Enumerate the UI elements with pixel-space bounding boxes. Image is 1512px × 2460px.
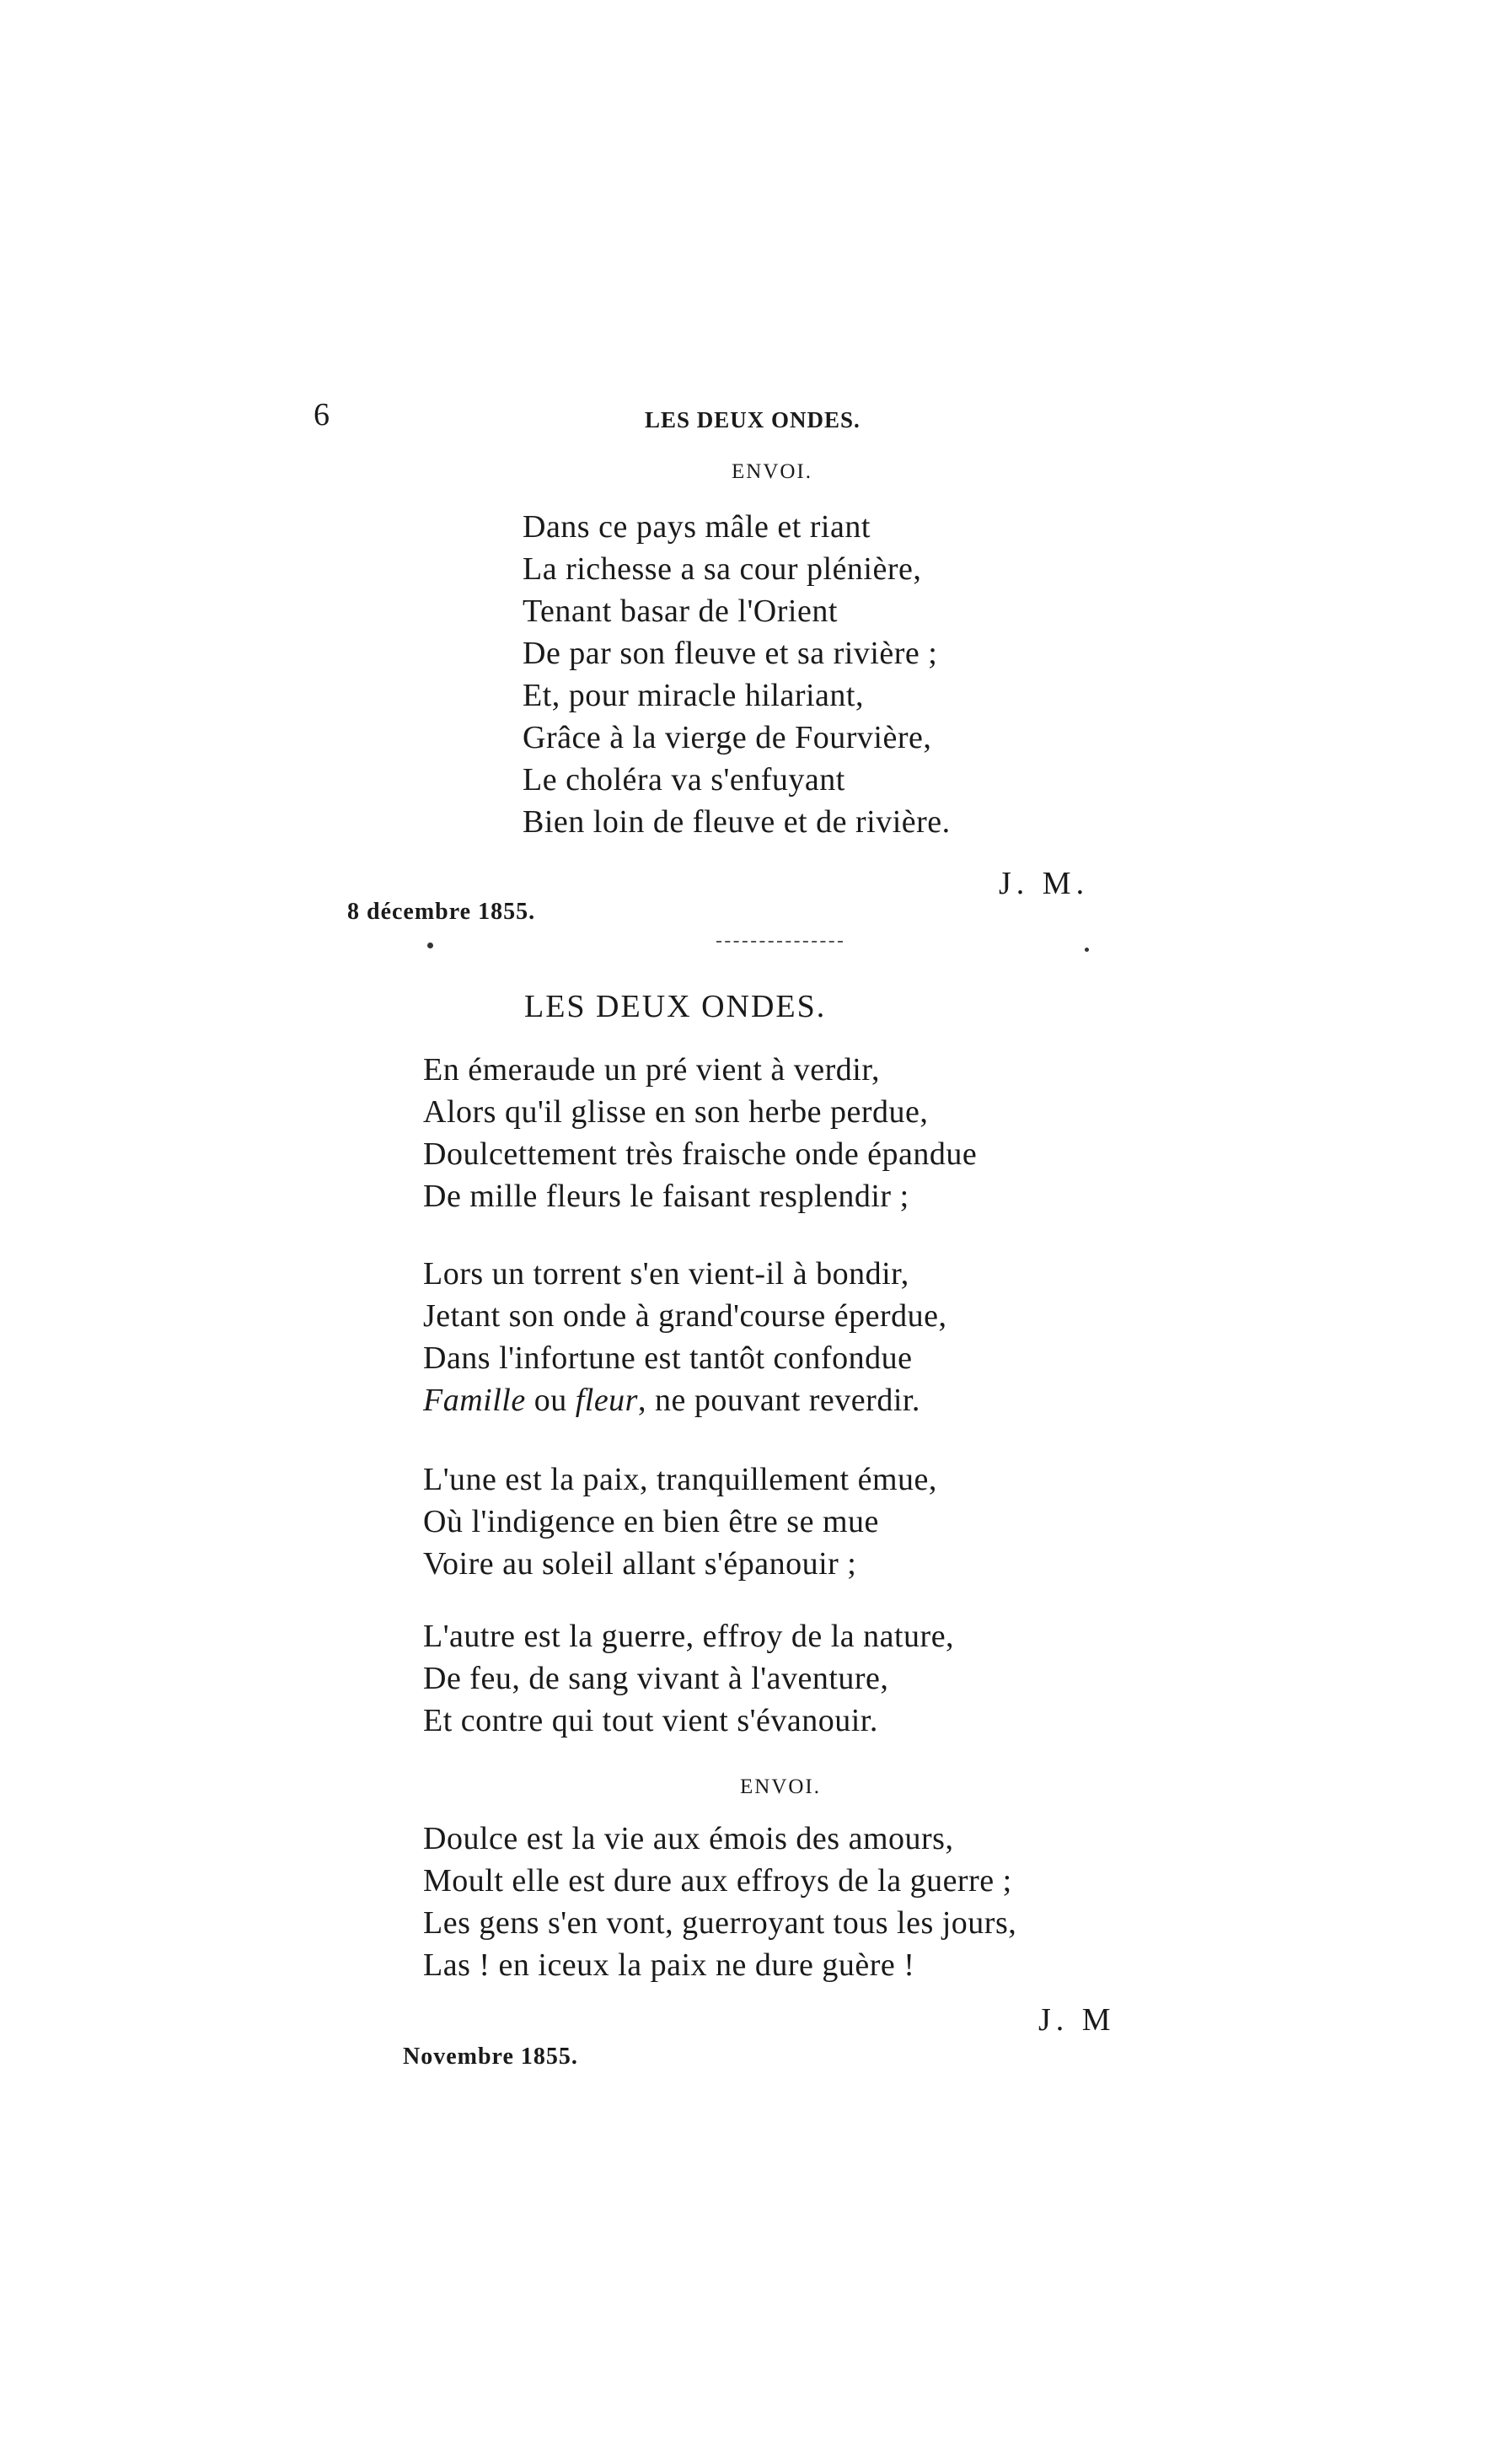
- verse-line: Et, pour miracle hilariant,: [523, 678, 864, 713]
- verse-line: En émeraude un pré vient à verdir,: [423, 1052, 880, 1088]
- envoi-heading: ENVOI.: [740, 1775, 822, 1798]
- verse-line: Dans l'infortune est tantôt confondue: [423, 1340, 913, 1376]
- verse-line: L'autre est la guerre, effroy de la nature,: [423, 1619, 955, 1654]
- signature: J. M.: [999, 866, 1090, 901]
- stanza-4: [423, 1615, 954, 1742]
- signature: J. M: [1038, 2002, 1116, 2038]
- verse-text: ou: [525, 1383, 576, 1418]
- envoi-stanza: [423, 1818, 1016, 1986]
- verse-line: Où l'indigence en bien être se mue: [423, 1504, 879, 1539]
- verse-line: De feu, de sang vivant à l'aventure,: [423, 1661, 889, 1696]
- section-separator: [716, 941, 843, 943]
- ink-speck: [427, 943, 433, 948]
- verse-line: Dans ce pays mâle et riant: [523, 509, 871, 545]
- running-title: LES DEUX ONDES.: [645, 407, 861, 432]
- stanza-1: [423, 1049, 977, 1217]
- first-poem-verses: [523, 506, 951, 843]
- verse-line: L'une est la paix, tranquillement émue,: [423, 1462, 937, 1497]
- italic-word: Famille: [423, 1383, 526, 1418]
- ink-speck: [1085, 948, 1089, 952]
- verse-line: De mille fleurs le faisant resplendir ;: [423, 1179, 909, 1214]
- dateline: Novembre 1855.: [403, 2044, 578, 2070]
- verse-line: Moult elle est dure aux effroys de la guerre ;: [423, 1863, 1012, 1899]
- stanza-3: [423, 1458, 937, 1585]
- verse-line: Et contre qui tout vient s'évanouir.: [423, 1703, 878, 1738]
- verse-line: Doulcettement très fraische onde épandue: [423, 1136, 978, 1172]
- verse-text: , ne pouvant reverdir.: [637, 1383, 920, 1418]
- page-number: 6: [314, 397, 330, 432]
- verse-line: Le choléra va s'enfuyant: [523, 762, 845, 798]
- verse-line: Jetant son onde à grand'course éperdue,: [423, 1298, 947, 1334]
- verse-line: Bien loin de fleuve et de rivière.: [523, 804, 951, 840]
- italic-word: fleur: [575, 1383, 638, 1418]
- verse-line: Grâce à la vierge de Fourvière,: [523, 720, 932, 755]
- stanza-2: [423, 1253, 946, 1421]
- verse-line: Doulce est la vie aux émois des amours,: [423, 1821, 954, 1856]
- poem-title: LES DEUX ONDES.: [524, 989, 827, 1024]
- verse-line: Les gens s'en vont, guerroyant tous les jours,: [423, 1905, 1017, 1941]
- verse-line: Las ! en iceux la paix ne dure guère !: [423, 1947, 915, 1983]
- verse-line: La richesse a sa cour plénière,: [523, 551, 922, 587]
- verse-line-mixed: [423, 1379, 946, 1421]
- verse-line: Lors un torrent s'en vient-il à bondir,: [423, 1256, 909, 1292]
- dateline: 8 décembre 1855.: [347, 899, 536, 925]
- verse-line: Voire au soleil allant s'épanouir ;: [423, 1546, 857, 1582]
- verse-line: De par son fleuve et sa rivière ;: [523, 636, 938, 671]
- verse-line: Alors qu'il glisse en son herbe perdue,: [423, 1094, 929, 1130]
- envoi-heading: ENVOI.: [732, 460, 813, 483]
- verse-line: Tenant basar de l'Orient: [523, 594, 838, 629]
